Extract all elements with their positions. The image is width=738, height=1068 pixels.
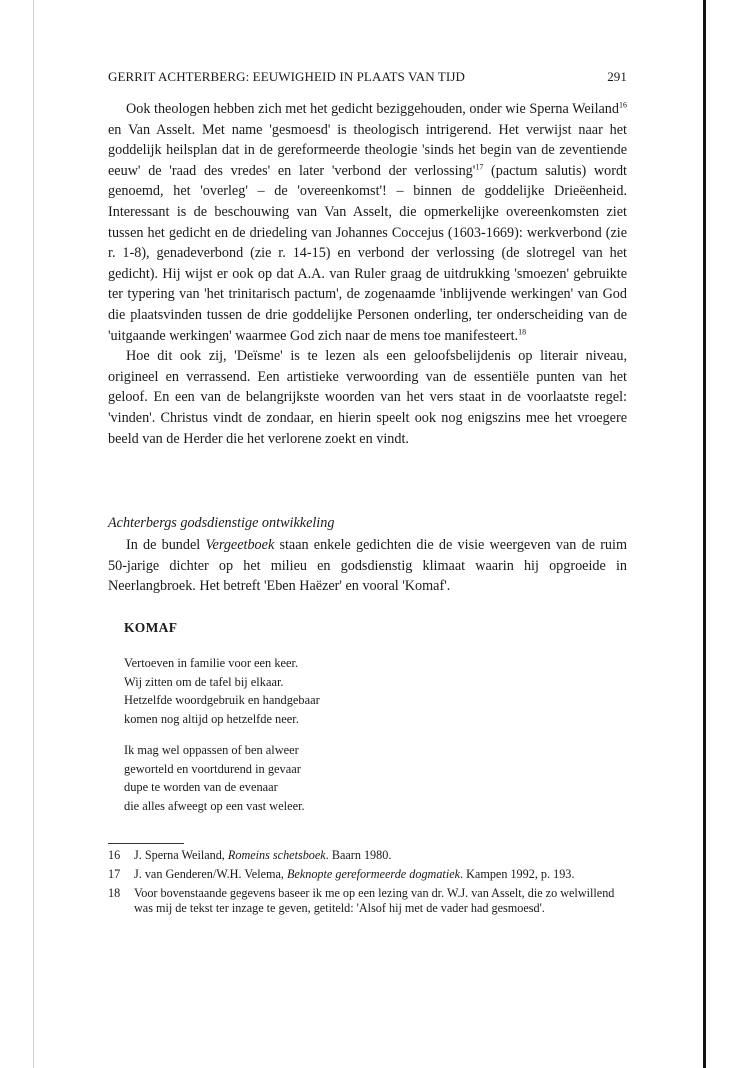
page-edge-left bbox=[33, 0, 34, 1068]
poem-line: Wij zitten om de tafel bij elkaar. bbox=[124, 674, 284, 689]
footnote-number: 18 bbox=[108, 886, 121, 900]
poem-line: geworteld en voortdurend in gevaar bbox=[124, 761, 301, 776]
poem-title: KOMAF bbox=[124, 620, 178, 635]
paragraph-1: Ook theologen hebben zich met het gedicht beziggehouden, onder wie Sperna Weiland$^{16}$ en Van Asselt. Met name 'gesmoesd' is theologisch intrigerend. Het verwijst naar het goddelijk heilsplan dat in de gereformeerde theologie 'sinds het begin van de zeventiende eeuw' de 'raad des vredes' en later 'verbond der $verlossing'^{17}$ (pactum salutis) wordt genoemd, het 'overleg' – de 'overeenkomst'! – binnen de goddelijke Drieëenheid. Interessant is de beschouwing van Van Asselt, die opmerkelijke overeenkomsten ziet tussen het gedicht en de driedeling van Johannes Coccejus (1603-1669): werkverbond (zie r. 1-8), genadeverbond (zie r. 14-15) en verbond der verlossing (de slotregel van het gedicht). Hij wijst er ook op dat A.A. van Ruler graag de uitdrukking 'smoezen' gebruikte ter typering van 'het trinitarisch pactum', de zogenaamde 'inblijvende werkingen' van God die plaatsvinden tussen de drie goddelijke Personen onderling, ter onderscheiding van de 'uitgaande werkingen' waarmee God zich naar de mens toe manifesteert.$^{18}$ bbox=[108, 100, 627, 344]
poem-line: Ik mag wel oppassen of ben alweer bbox=[124, 743, 299, 757]
poem-stanza-2 bbox=[124, 741, 305, 815]
book-title: Vergeetboek bbox=[205, 537, 275, 553]
paragraph-3: In de bundel Vergeetboek staan enkele gedichten die de visie weergeven van de ruim 50-jarige dichter op het milieu en godsdienstig klimaat waarin hij opgroeide in Neerlangbroek. Het betreft 'Eben Haëzer' en vooral 'Komaf'. bbox=[108, 537, 627, 595]
poem-stanza-1 bbox=[124, 654, 320, 728]
footnote-separator bbox=[108, 843, 184, 844]
page-edge-right bbox=[703, 0, 706, 1068]
footnote-16: 16 J. Sperna Weiland, Romeins schetsboek. Baarn 1980. bbox=[108, 848, 392, 862]
footnote-number: 16 bbox=[108, 848, 121, 862]
poem-line: komen nog altijd op hetzelfde neer. bbox=[124, 711, 299, 726]
page-number: 291 bbox=[607, 69, 627, 84]
body-text-top bbox=[108, 99, 627, 449]
footnote-18: 18 Voor bovenstaande gegevens baseer ik me op een lezing van dr. W.J. van Asselt, die zo welwillend was mij de tekst ter inzage te geven, getiteld: 'Alsof hij met de vader had gesmoesd'. bbox=[108, 886, 615, 915]
poem-line: Vertoeven in familie voor een keer. bbox=[124, 656, 299, 670]
footnote-number: 17 bbox=[108, 867, 121, 881]
footnote-ref-18: 18 bbox=[518, 326, 527, 336]
poem-line: Hetzelfde woordgebruik en handgebaar bbox=[124, 693, 320, 707]
footnote-ref-16: 16 bbox=[619, 100, 627, 110]
footnote-ref-17: 17 bbox=[475, 162, 484, 172]
footnote-17: 17 J. van Genderen/W.H. Velema, Beknopte gereformeerde dogmatiek. Kampen 1992, p. 193. bbox=[108, 867, 575, 881]
poem-line: die alles afweegt op een vast weleer. bbox=[124, 798, 305, 813]
poem-line: dupe te worden van de evenaar bbox=[124, 780, 278, 794]
footnotes bbox=[108, 848, 627, 920]
running-header bbox=[108, 69, 627, 85]
paragraph-2: Hoe dit ook zij, 'Deïsme' is te lezen als een geloofsbelijdenis op literair niveau, origineel en verrassend. Een artistieke verwoording van de essentiële punten van het geloof. En een van de belangrijkste woorden van het vers staat in de voorlaatste regel: 'vinden'. Christus vindt de zondaar, en hierin speelt ook nog enigszins mee het vroegere beeld van de Herder die het verlorene zoekt en vindt. bbox=[108, 348, 627, 447]
section-heading: Achterbergs godsdienstige ontwikkeling bbox=[108, 515, 335, 531]
body-text-bottom bbox=[108, 535, 627, 597]
running-title: GERRIT ACHTERBERG: EEUWIGHEID IN PLAATS VAN TIJD bbox=[108, 69, 466, 84]
